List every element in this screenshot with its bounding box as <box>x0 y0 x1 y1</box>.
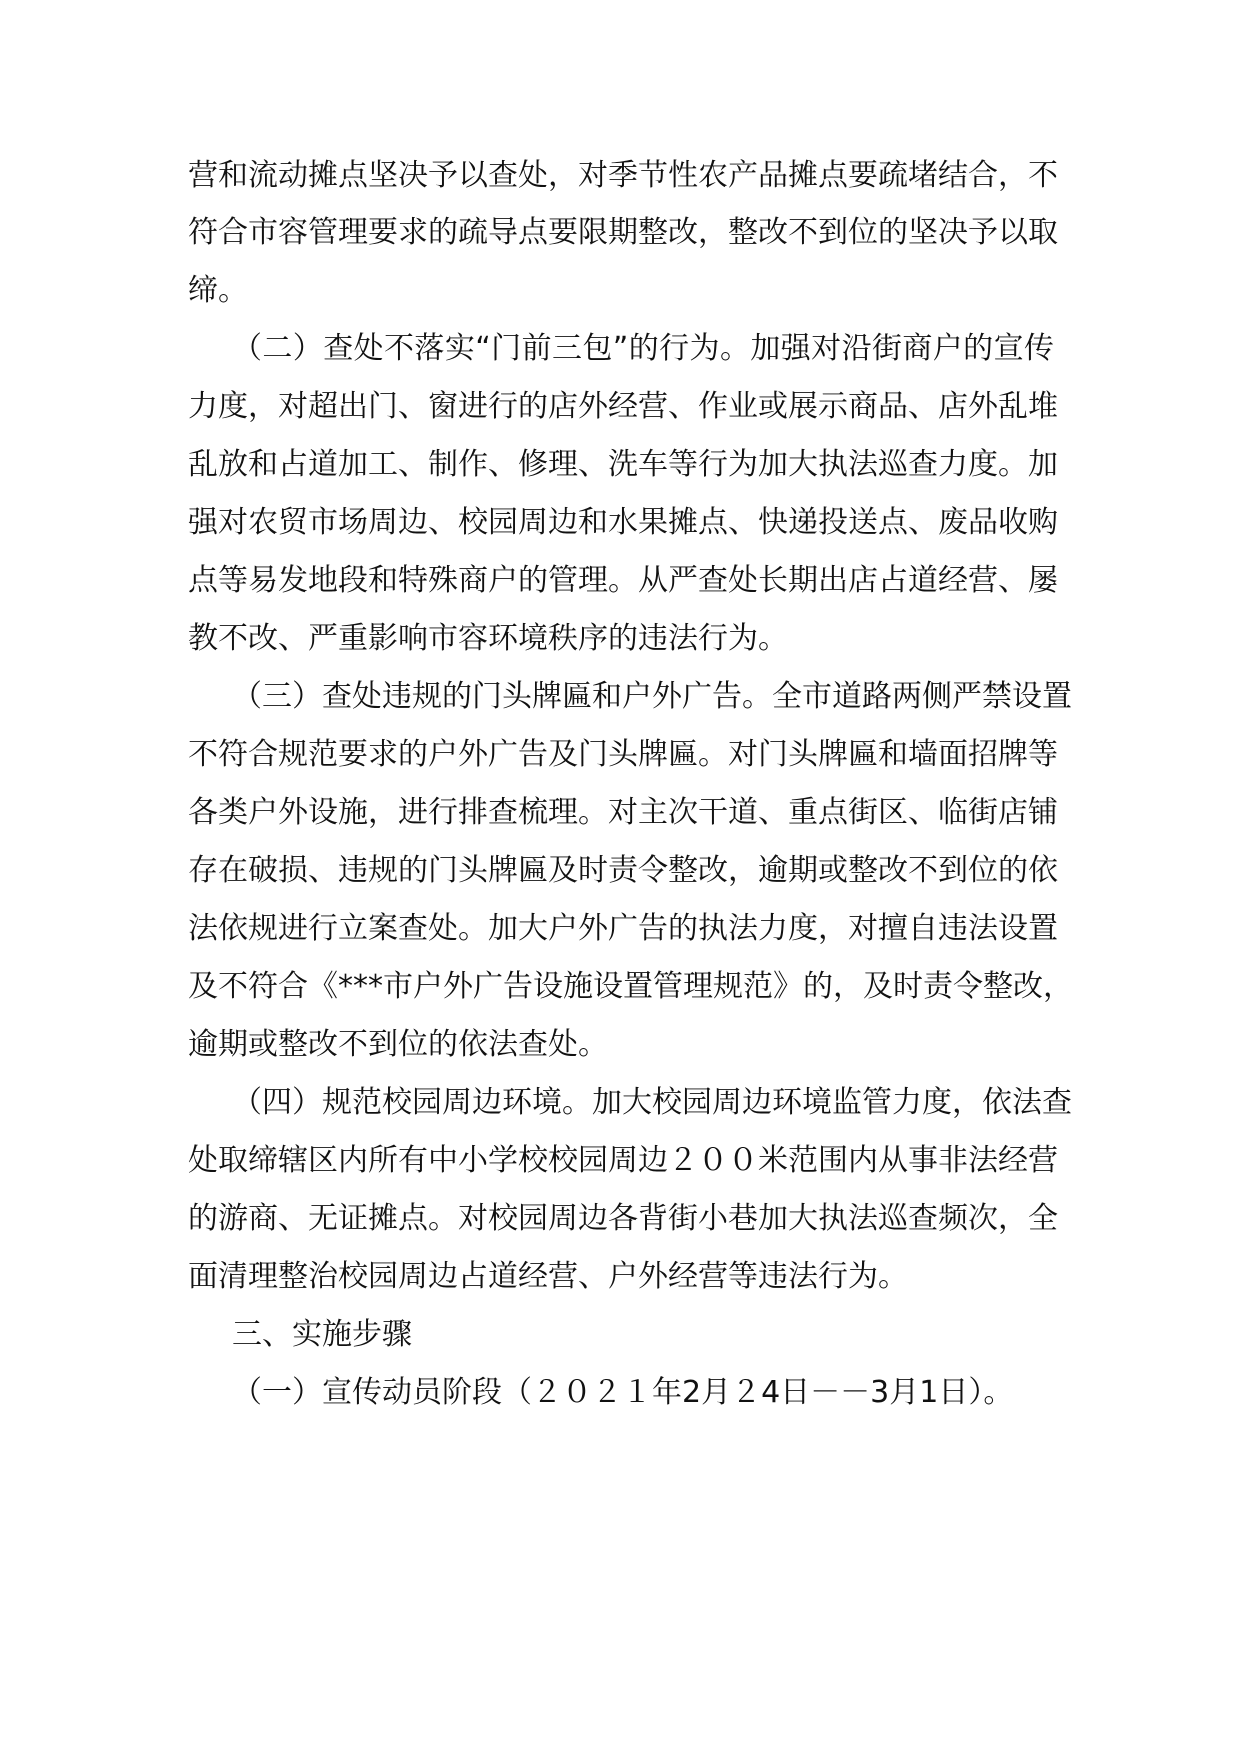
text-line: 的游商、无证摊点。对校园周边各背街小巷加大执法巡查频次，全 <box>188 1201 1058 1236</box>
text-line: 各类户外设施，进行排查梳理。对主次干道、重点街区、临街店铺 <box>188 795 1058 830</box>
text-line: 符合市容管理要求的疏导点要限期整改，整改不到位的坚决予以取 <box>188 215 1058 250</box>
text-line: 及不符合《***市户外广告设施设置管理规范》的，及时责令整改， <box>188 969 1073 1004</box>
text-line: 缔。 <box>188 273 248 308</box>
text-line: （三）查处违规的门头牌匾和户外广告。全市道路两侧严禁设置 <box>232 679 1072 714</box>
text-line: 强对农贸市场周边、校园周边和水果摊点、快递投送点、废品收购 <box>188 505 1058 540</box>
text-line: （四）规范校园周边环境。加大校园周边环境监管力度，依法查 <box>232 1085 1072 1120</box>
text-line: 不符合规范要求的户外广告及门头牌匾。对门头牌匾和墙面招牌等 <box>188 737 1058 772</box>
text-line: 逾期或整改不到位的依法查处。 <box>188 1027 608 1062</box>
text-line: 面清理整治校园周边占道经营、户外经营等违法行为。 <box>188 1259 908 1294</box>
text-line: 乱放和占道加工、制作、修理、洗车等行为加大执法巡查力度。加 <box>188 447 1058 482</box>
text-line: 营和流动摊点坚决予以查处，对季节性农产品摊点要疏堵结合，不 <box>188 158 1058 193</box>
text-line: 教不改、严重影响市容环境秩序的违法行为。 <box>188 621 788 656</box>
text-line: 存在破损、违规的门头牌匾及时责令整改，逾期或整改不到位的依 <box>188 853 1058 888</box>
text-line: （二）查处不落实“门前三包”的行为。加强对沿街商户的宣传 <box>232 331 1054 366</box>
text-line: （一）宣传动员阶段（２０２１年2月２4日－－3月1日）。 <box>232 1375 1014 1410</box>
section-heading: 三、实施步骤 <box>232 1317 412 1352</box>
text-line: 力度，对超出门、窗进行的店外经营、作业或展示商品、店外乱堆 <box>188 389 1058 424</box>
text-line: 法依规进行立案查处。加大户外广告的执法力度，对擅自违法设置 <box>188 911 1058 946</box>
text-line: 点等易发地段和特殊商户的管理。从严查处长期出店占道经营、屡 <box>188 563 1058 598</box>
text-line: 处取缔辖区内所有中小学校校园周边２００米范围内从事非法经营 <box>188 1143 1058 1178</box>
